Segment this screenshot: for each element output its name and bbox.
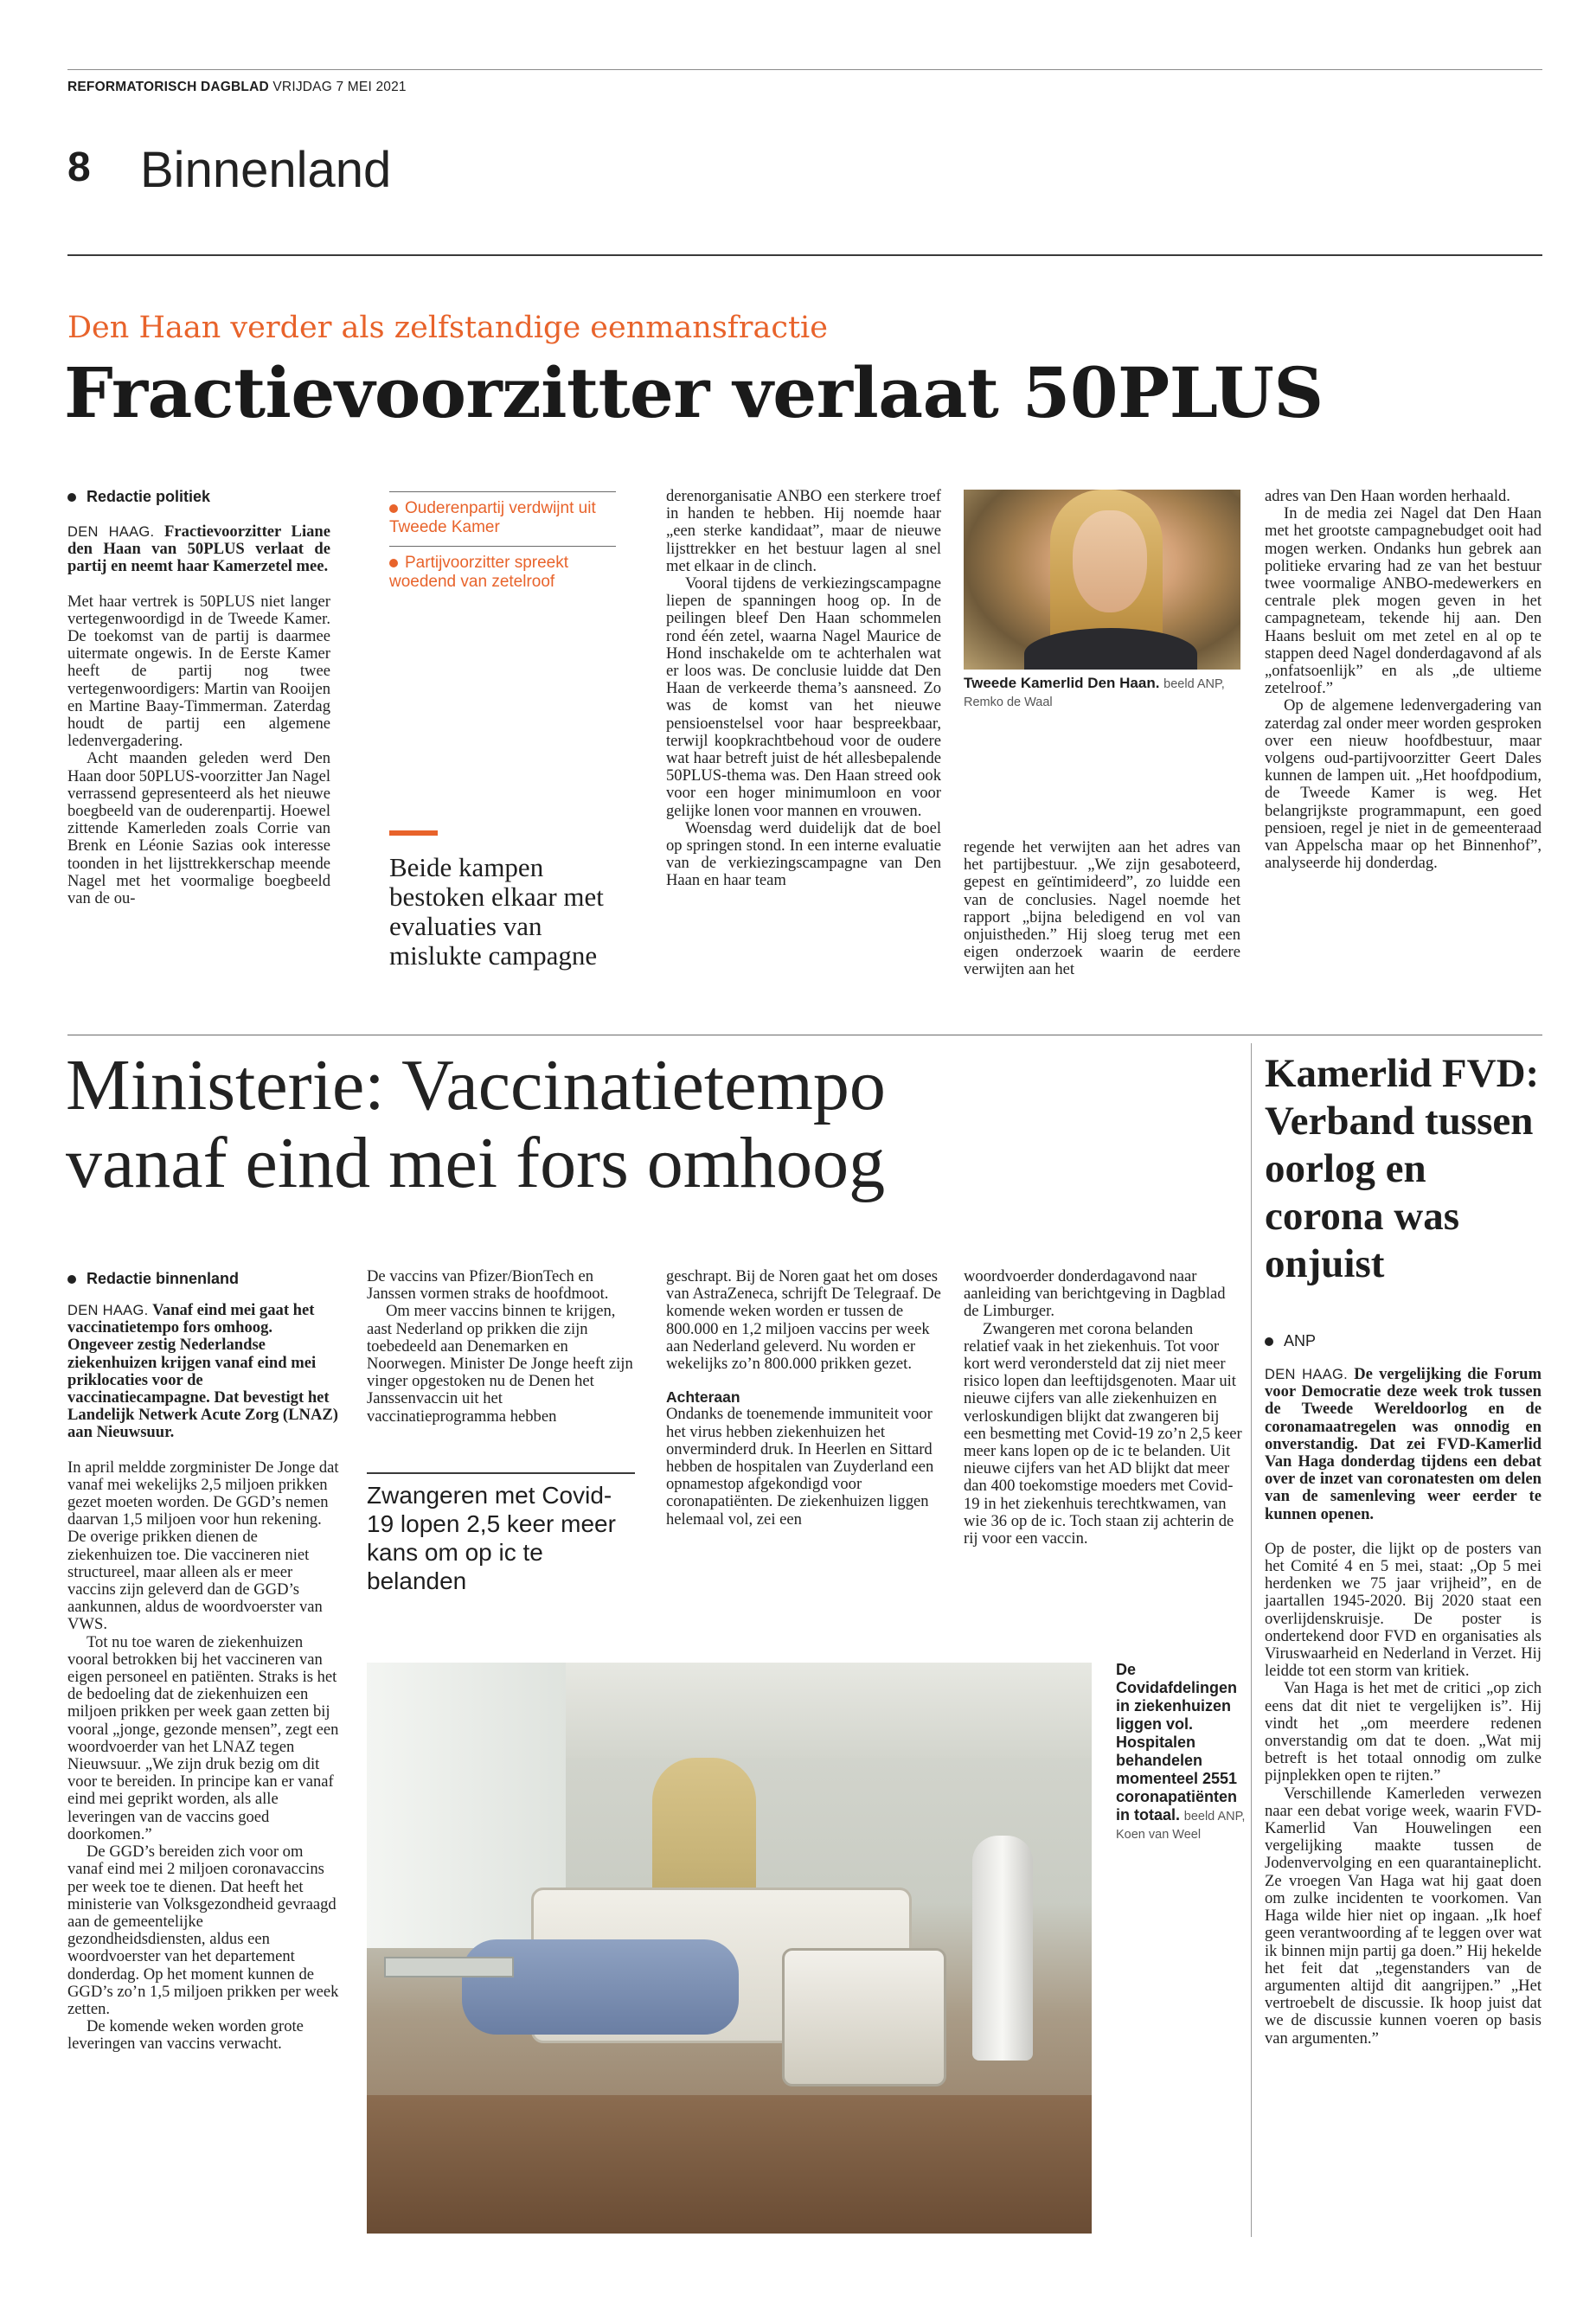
article1-bullet [389,492,616,547]
article1-lead: Fractievoorzitter Liane den Haan van 50PLUS verlaat de partij en neemt haar Kamerzetel mee. [67,522,330,576]
paragraph: Acht maanden geleden werd Den Haan door 50PLUS-voorzitter Jan Nagel verrassend gepresenteerd als het nieuwe boegbeeld van de ouderenpartij. Hoewel zittende Kamerleden zoals Corrie van Brenk en Léonie Sazias ook interesse toonden in het lijsttrekkerschap meende Nagel met het voormalige boegbeeld van de ou- [67,749,330,908]
article2-photo-caption [1116,1661,1246,1843]
article2-pullquote: Zwangeren met Covid-19 lopen 2,5 keer meer kans om op ic te belanden [367,1482,616,1594]
article1-lead-block [67,523,330,576]
paragraph: Met haar vertrek is 50PLUS niet langer vertegenwoordigd in de Tweede Kamer. De toekomst van de partij is daarmee uitermate ongewis. In de Eerste Kamer heeft de partij nog twee vertegenwoordigers: Martin van Rooijen en Martine Baay-Timmerman. Zaterdag houdt de partij een algemene ledenvergadering. [67,592,330,751]
article1-col3 [666,488,941,890]
caption-credit: beeld ANP, Remko de Waal [964,677,1225,709]
article2-col4 [964,1268,1242,1548]
article2-headline [66,1047,886,1202]
paragraph: De komende weken worden grote leveringen van vaccins verwacht. [67,2017,304,2054]
floor-shape [367,2095,1092,2234]
paragraph: Op de algemene ledenvergadering van zaterdag zal onder meer worden gesproken over een nieuw hoofdbestuur, maar volgens oud-partijvoorzitter Geert Dales kunnen de lampen uit. „Het hoofdpodium, de Tweede Kamer is weg. Het belangrijkste programmapunt, een goed pensioen, regel je niet in de gemeenteraad van Appelscha maar op het Binnenhof”, analyseerde hij donderdag. [1265,696,1542,873]
article2-subhead: Achteraan [666,1388,740,1407]
article1-col1-body [67,593,330,908]
caption-credit: beeld ANP, Koen van Weel [1116,1810,1246,1842]
article2-lead: Vanaf eind mei gaat het vaccinatietempo fors omhoog. Ongeveer zestig Nederlandse ziekenhuizen krijgen vanaf eind mei priklocaties voor de vaccinatiecampagne. Dat bevestigt het Landelijk Netwerk Acute Zorg (LNAZ) aan Nieuwsuur. [67,1301,338,1442]
article1-photo-caption [964,675,1240,711]
article1-kicker: Den Haan verder als zelfstandige eenmansfractie [67,311,828,345]
den-haan-photo [964,490,1240,670]
headline-line: vanaf eind mei fors omhoog [66,1123,886,1203]
pullquote-accent [389,830,438,836]
article3-headline: Kamerlid FVD: Verband tussen oorlog en corona was onjuist [1265,1051,1540,1286]
article2-col1-body [67,1459,339,2054]
paragraph: adres van Den Haan worden herhaald. [1265,487,1510,505]
article1-col2 [389,491,616,600]
paragraph: De vaccins van Pfizer/BionTech en Janssen vormen straks de hoofdmoot. [367,1267,609,1304]
article1-bullet [389,547,616,600]
article2-col3 [666,1268,941,1529]
paragraph: Om meer vaccins binnen te krijgen, aast Nederland op prikken die zijn toebedeeld aan Denemarken en Noorwegen. Minister De Jonge heeft zijn vinger opgestoken nu de Denen het Janssenvaccin uit het vaccinatieprogramma hebben [367,1302,633,1426]
bullet-dot-icon [67,1275,76,1284]
article3-lead: De vergelijking die Forum voor Democratie deze week trok tussen de Tweede Wereldoorlog en de coronamaatregelen was onnodig en onverstandig. Dat zei FVD-Kamerlid Van Haga donderdag tijdens een debat over de inzet van coronatesten om delen van de samenleving weer eerder te kunnen openen. [1265,1365,1542,1523]
paragraph: Verschillende Kamerleden verwezen naar een debat vorige week, waarin FVD-Kamerlid Van Houwelingen een vergelijking maakte tussen de Jodenvervolging en een quarantaineplicht. Ze vroegen Van Haga wat hij gaat doen om zulke incidenten te voorkomen. Van Haga wilde hier niet op ingaan. „Ik hoef geen verantwoording af te leggen over wat ik binnen mijn partij ga doen.” Hij hekelde het feit dat „tegenstanders van de argumenten altijd dit aangrijpen.” „Het vertroebelt de discussie. Ik hoop juist dat we de discussie kunnen voeren op basis van argumenten.” [1265,1784,1542,2048]
bullet-text: Partijvoorzitter spreekt woedend van zetelroof [389,554,569,591]
section-title: Binnenland [140,142,392,198]
headline-line: Ministerie: Vaccinatietempo [66,1045,886,1125]
ceiling-shape [566,1663,1092,1758]
article2-dateline: DEN HAAG. [67,1303,149,1318]
article3-byline [1265,1332,1542,1350]
hospital-photo [367,1663,1092,2234]
issue-date: VRIJDAG 7 MEI 2021 [272,80,407,94]
paragraph: regende het verwijten aan het adres van het partijbestuur. „We zijn gesaboteerd, gepest en geïntimideerd”, zo luidde een van de conclusies. Nagel noemde het rapport „bijna beledigend en vol van onjuistheden.” Hij sloeg terug met een eigen onderzoek waarin de eerdere verwijten aan het [964,838,1240,979]
article2-col1 [67,1270,339,2054]
pullquote-rule [367,1472,635,1474]
face-shape [1073,510,1147,612]
paragraph: Van Haga is het met de critici „op zich eens dat dit niet te vergelijken is”. Hij vindt het „om meerdere redenen onverstandig om dat te doen. „Wat mij betreft is het totaal onnodig om zulke pijnplekken open te rijten.” [1265,1679,1542,1785]
paragraph: Tot nu toe waren de ziekenhuizen vooral betrokken bij het vaccineren van eigen personeel en patiënten. Straks is het de bedoeling dat de ziekenhuizen een miljoen prikken per week gaan zetten bij vooral „jonge, gezonde mensen”, zegt een woordvoerder van het LNAZ tegen Nieuwsuur. „We zijn druk bezig om dit voor te bereiden. In principe kan er vanaf eind mei geprikt worden, als alle leveringen van de vaccins goed doorkomen.” [67,1632,339,1843]
bed-foot-shape [782,1948,946,2086]
article1-col1 [67,488,330,907]
top-rule [67,69,1542,70]
paragraph: Op de poster, die lijkt op de posters van het Comité 4 en 5 mei, staat: „Op 5 mei herdenken we 75 jaar vrijheid”, en de jaartallen 1945-2020. Bij 2020 staat een overlijdenskruisje. De poster is ondertekend door FVD en organisaties als Viruswaarheid en Nederland in Verzet. Hij leidde tot een storm van kritiek. [1265,1539,1542,1681]
bullet-text: Ouderenpartij verdwijnt uit Tweede Kamer [389,499,596,536]
article1-dateline: DEN HAAG. [67,524,155,540]
caption-text: Tweede Kamerlid Den Haan. [964,675,1160,691]
oxygen-tank-shape [972,1836,1033,2061]
paragraph: Ondanks de toenemende immuniteit voor het virus hebben ziekenhuizen het onverminderd druk. In Heerlen en Sittard hebben de hospitalen van Zuyderland een opnamestop afgekondigd voor coronapatiënten. De ziekenhuizen liggen helemaal vol, zei een [666,1405,934,1529]
patient-blanket-shape [462,1939,739,2035]
bullet-dot-icon [389,559,398,567]
paragraph: In de media zei Nagel dat Den Haan met het grootste campagnebudget ooit had mogen werken. Ondanks hun gebrek aan politieke ervaring had ze van het bestuur twee voormalige ANBO-medewerkers en centrale plek mogen geven in het campagneteam, tekende hij aan. Den Haans besluit om met zetel en al op te stappen deed Nagel donderdagavond af als „onfatsoenlijk” en als „de ultieme zetelroof.” [1265,504,1542,698]
article1-col5 [1265,488,1542,872]
paragraph: Vooral tijdens de verkiezingscampagne liepen de spanningen hoog op. In de peilingen bleef Den Haan schommelen rond één zetel, waarna Nagel Maurice de Hond inschakelde om te achterhalen wat er loos was. De conclusie luidde dat Den Haan de verkeerde thema’s aansneed. Zo was de komst van het nieuwe pensioenstelsel voor haar bespreekbaar, terwijl koopkrachtbehoud voor de oudere wat haar betreft juist de hét allesbepalende 50PLUS-thema was. Den Haan streed ook voor een hoger minimumloon en voor gelijke lonen voor mannen en vrouwen. [666,574,941,820]
paragraph: derenorganisatie ANBO een sterkere troef in handen te hebben. Hij noemde haar „een sterke kandidaat”, maar de nieuwe lijsttrekker en het bestuur lagen al snel met elkaar in de clinch. [666,487,941,575]
article2-lead-block [67,1302,339,1442]
article1-col4 [964,839,1240,979]
article1-headline: Fractievoorzitter verlaat 50PLUS [64,352,1324,433]
paragraph: Woensdag werd duidelijk dat de boel op springen stond. In een interne evaluatie van de verkiezingscampagne van Den Haan en haar team [666,818,941,890]
table-shape [384,1957,514,1977]
caption-text: De Covidafdelingen in ziekenhuizen liggen vol. Hospitalen behandelen momenteel 2551 coronapatiënten in totaal. [1116,1661,1238,1823]
article1-byline-text: Redactie politiek [87,488,211,505]
paragraph: De GGD’s bereiden zich voor om vanaf eind mei 2 miljoen coronavaccins per week toe te dienen. Dat heeft het ministerie van Volksgezondheid gevraagd aan de gemeentelijke gezondheidsdiensten, aldus een woordvoerster van het departement donderdag. Op het moment kunnen de GGD’s zo’n 1,5 miljoen prikken per week zetten. [67,1843,339,2018]
article3-text [1265,1541,1542,2048]
article3-body [1265,1332,1542,2048]
article1-pullquote: Beide kampen bestoken elkaar met evaluaties van mislukte campagne [389,852,604,971]
article3-lead-block [1265,1366,1542,1523]
paragraph: geschrapt. Bij de Noren gaat het om doses van AstraZeneca, schrijft De Telegraaf. De komende weken worden er tussen de 800.000 en 1,2 miljoen vaccins per week aan Nederland geleverd. Nu worden er wekelijks zo’n 800.000 prikken gezet. [666,1267,941,1374]
article2-byline-text: Redactie binnenland [87,1270,240,1287]
section-rule [67,254,1542,256]
page-number: 8 [67,144,91,190]
article3-dateline: DEN HAAG. [1265,1367,1349,1382]
article2-byline [67,1270,339,1288]
masthead-line [67,80,407,95]
article2-col2 [367,1268,635,1426]
paragraph: Zwangeren met corona belanden relatief vaak in het ziekenhuis. Tot voor kort werd verondersteld dat zij niet meer risico lopen dan leeftijdsgenoten. Maar uit nieuwe cijfers van alle ziekenhuizen en verloskundigen blijkt dat zwangeren bij een besmetting met Covid-19 zo’n 2,5 keer meer kans lopen op de ic te belanden. Uit nieuwe cijfers van het AD blijkt dat meer dan 400 toekomstige moeders met Covid-19 in het ziekenhuis terechtkwamen, van wie 36 op de ic. Toch staan zij achterin de rij voor een vaccin. [964,1319,1242,1548]
bullet-dot-icon [1265,1337,1273,1346]
sidebar-divider [1251,1043,1252,2237]
article1-byline [67,488,330,506]
paper-name: REFORMATORISCH DAGBLAD [67,80,269,94]
paragraph: woordvoerder donderdagavond naar aanleiding van berichtgeving in Dagblad de Limburger. [964,1267,1226,1321]
bullet-rule [389,491,616,492]
bullet-dot-icon [389,504,398,513]
bullet-dot-icon [67,493,76,502]
article3-byline-text: ANP [1284,1332,1317,1349]
paragraph: In april meldde zorgminister De Jonge dat vanaf mei wekelijks 2,5 miljoen prikken gezet moeten worden. De GGD’s nemen daarvan 1,5 miljoen voor hun rekening. De overige prikken dienen de ziekenhuizen toe. Die vaccineren niet structureel, maar alleen als er meer vaccins zijn geleverd dan de GGD’s aankunnen, aldus de woordvoerster van VWS. [67,1458,339,1634]
